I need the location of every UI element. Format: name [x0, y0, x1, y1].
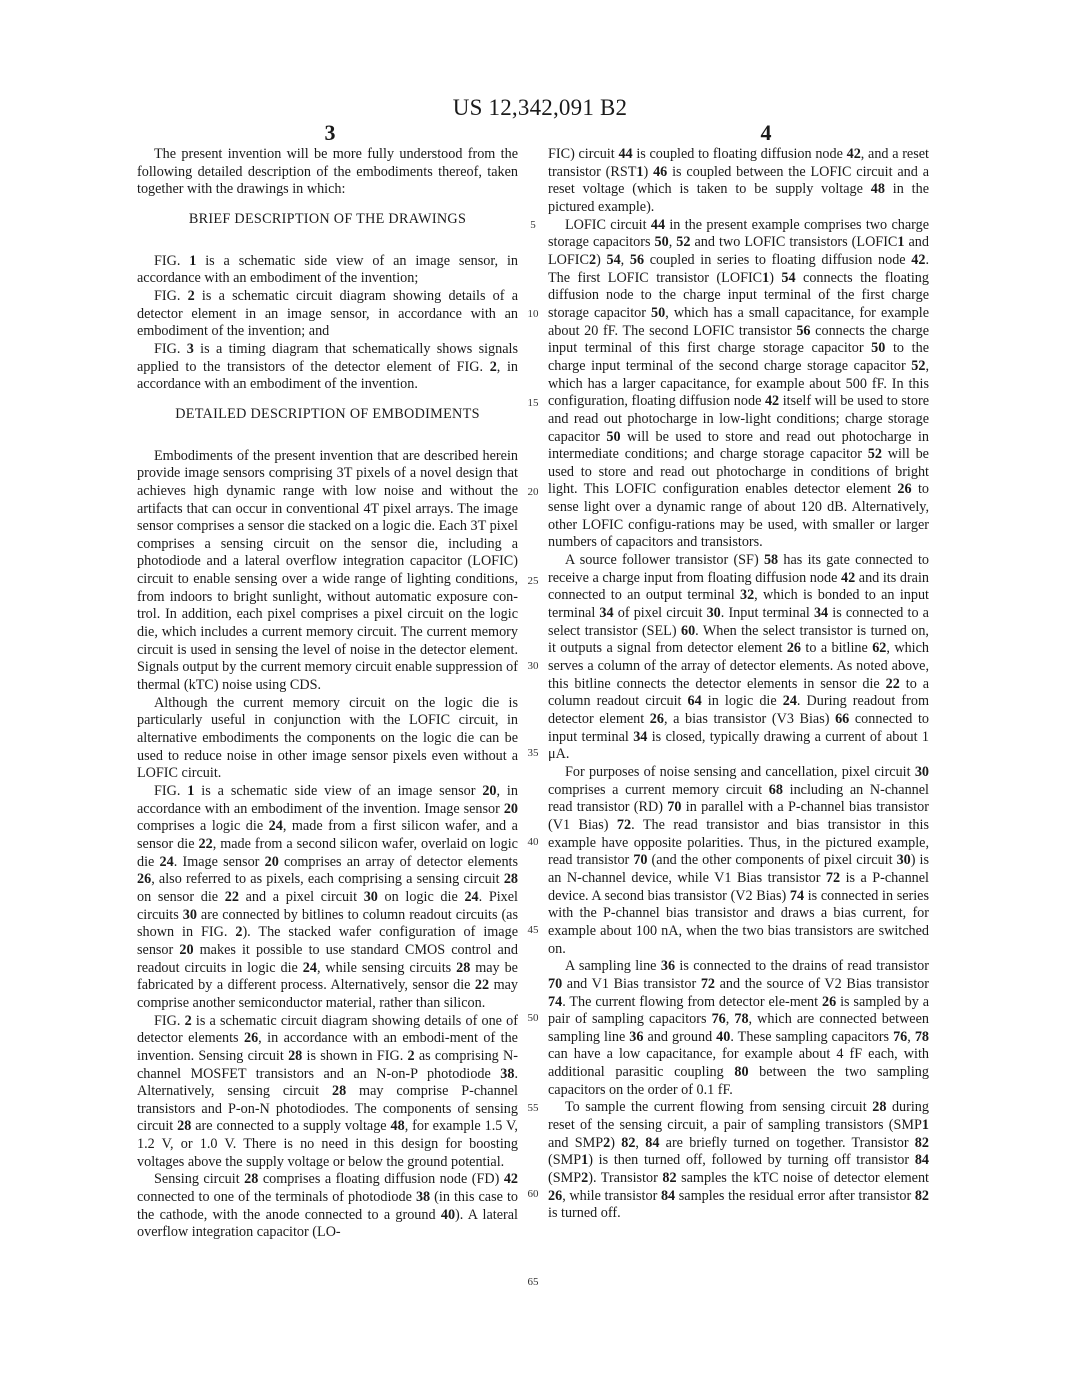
text-run: , in accordance with an embodi-ment of the invention. Sensing circuit — [137, 1030, 518, 1064]
embodiments-paragraph: Embodiments of the present invention that are described herein provide image sensors comprising 3T pixels of a novel design that achieves high dynamic range with low noise and without the artifacts that can occur in conventional 4T pixel arrays. The image sensor comprises a sensor die stacked on a logic die. Each 3T pixel comprises a sensing circuit on the sensor die, including a photodiode and a lateral overflow integration capacitor (LOFIC) circuit to enable sensing over a wide range of lighting conditions, from indoors to bright sunlight, without automatic exposure con-trol. In addition, each pixel comprises a pixel circuit on the logic die, which includes a current memory circuit. The current memory circuit is used in sensing the level of noise in the detector element. Signals output by the current memory circuit enable suppression of thermal (kTC) noise using CDS. — [137, 447, 519, 694]
text-run: may comprise P-channel transistors and P-on-N photodiodes. The components of sensing circuit — [137, 1083, 518, 1135]
reference-numeral: 80 — [734, 1064, 749, 1081]
text-run: . Alternatively, sensing circuit — [137, 1065, 518, 1100]
text-run: on sensor die — [137, 888, 225, 905]
text-run: and SMP — [548, 1134, 604, 1151]
text-run: itself will be used to store and read out photocharge in low-light conditions; charge storage capacitor — [548, 393, 929, 445]
column-number-right: 4 — [760, 120, 772, 145]
reference-numeral: 1 — [636, 163, 644, 180]
reference-numeral: 60 — [680, 622, 696, 639]
text-run: . Input terminal — [720, 605, 814, 622]
reference-numeral: 72 — [700, 975, 715, 992]
text-run: in parallel with a P-channel bias transistor (V1 Bias) — [548, 799, 929, 833]
text-run: FIC) circuit — [548, 146, 619, 162]
reference-numeral: 26 — [548, 1187, 563, 1204]
line-number: 15 — [527, 397, 539, 409]
reference-numeral: 54 — [781, 269, 796, 286]
text-run: LOFIC circuit — [565, 216, 651, 233]
reference-numeral: 50 — [606, 428, 621, 445]
reference-numeral: 42 — [503, 1171, 518, 1188]
text-run: FIG. — [154, 252, 190, 269]
reference-numeral: 64 — [687, 693, 702, 710]
text-run: A sampling line — [565, 958, 661, 975]
reference-numeral: 2 — [235, 924, 243, 941]
reference-numeral: 42 — [840, 569, 856, 586]
reference-numeral: 30 — [706, 605, 721, 622]
text-run: ) — [596, 251, 607, 268]
text-run: samples the kTC noise of detector element — [676, 1170, 929, 1187]
text-run: is a schematic side view of an image sensor — [194, 783, 483, 799]
text-run: , — [620, 251, 630, 268]
reference-numeral: 84 — [914, 1152, 929, 1169]
text-run: including an N-channel read transistor (RD) — [548, 781, 929, 816]
patent-number: US 12,342,091 B2 — [452, 95, 628, 120]
text-run: , — [907, 1028, 915, 1045]
text-run: , which serves a column of the array of detector elements. As noted above, this bitline connects the detector elements in sensor die — [548, 640, 929, 692]
text-run: . The read transistor and bias transistor in this example have opposite polarities. Thus, in the pictured example, read transistor — [548, 816, 929, 869]
text-run: has its gate connected to receive a charge input from floating diffusion node — [548, 552, 929, 586]
text-run: and two LOFIC transistors (LOFIC — [690, 234, 898, 251]
reference-numeral: 20 — [264, 853, 279, 870]
text-run: in logic die — [701, 693, 783, 710]
text-run: ) is an N-channel device, while V1 Bias transistor — [548, 852, 930, 886]
text-run: ) is then turned off, followed by turning off transistor — [588, 1152, 915, 1169]
line-number: 25 — [527, 575, 539, 587]
text-run: is closed, typically drawing a current of about 1 μA. — [548, 728, 929, 763]
text-run: ) — [643, 163, 654, 180]
reference-numeral: 1 — [581, 1152, 589, 1169]
reference-numeral: 66 — [835, 711, 850, 727]
reference-numeral: 30 — [363, 888, 378, 905]
reference-numeral: 24 — [159, 853, 174, 870]
reference-numeral: 26 — [649, 711, 664, 727]
reference-numeral: 28 — [456, 959, 471, 976]
text-run: of pixel circuit — [613, 605, 707, 622]
reference-numeral: 74 — [789, 887, 805, 904]
text-run: . During readout from detector element — [548, 693, 929, 727]
reference-numeral: 76 — [893, 1028, 908, 1045]
line-number: 40 — [527, 836, 539, 848]
reference-numeral: 56 — [629, 251, 645, 268]
text-run: in the present example comprises two charge storage capacitors — [548, 216, 929, 251]
reference-numeral: 52 — [676, 234, 691, 251]
text-run: between the two sampling capacitors on the order of 0.1 fF. — [548, 1064, 929, 1098]
reference-numeral: 44 — [618, 146, 633, 162]
text-run: during reset of the sensing circuit, a pair of sampling transistors (SMP — [548, 1099, 929, 1134]
text-run: comprises an array of detector elements — [278, 853, 519, 870]
line-number: 35 — [527, 747, 539, 759]
text-run: (and the other components of pixel circuit — [647, 852, 897, 869]
reference-numeral: 3 — [186, 340, 194, 357]
reference-numeral: 28 — [288, 1047, 303, 1064]
reference-numeral: 70 — [667, 799, 682, 816]
text-run: , — [635, 1134, 646, 1151]
reference-numeral: 2 — [603, 1134, 611, 1151]
reference-numeral: 22 — [198, 835, 213, 852]
text-run: , in accordance with an embodiment of the invention. — [137, 358, 518, 393]
noise-sensing-paragraph — [548, 764, 929, 958]
reference-numeral: 62 — [872, 640, 887, 657]
reference-numeral: 52 — [867, 446, 882, 463]
reference-numeral: 40 — [716, 1028, 731, 1045]
text-run: , which are connected between sampling line — [548, 1011, 930, 1045]
reference-numeral: 22 — [885, 675, 900, 692]
fig3-brief — [137, 341, 518, 394]
reference-numeral: 30 — [896, 852, 911, 869]
text-run: in the pictured example). — [548, 181, 929, 215]
reference-numeral: 26 — [786, 640, 801, 657]
text-run: ). Transistor — [588, 1170, 663, 1187]
reference-numeral: 48 — [870, 181, 885, 198]
reference-numeral: 32 — [739, 587, 755, 604]
text-run: is a P-channel device. A second bias transistor (V2 Bias) — [548, 869, 929, 904]
text-run: . The current flowing from detector ele-ment — [562, 993, 822, 1010]
detailed-description-heading: DETAILED DESCRIPTION OF EMBODIMENTS — [175, 405, 480, 422]
reference-numeral: 54 — [606, 251, 621, 268]
although-paragraph: Although the current memory circuit on the logic die is particularly useful in conjunction with the LOFIC circuit, in alternative embodiments the components on the logic die can be used to reduce noise in other image sensor pixels even without a LOFIC circuit. — [137, 694, 518, 782]
text-run: connects the floating diffusion node to the charge input terminal of the first charge storage capacitor — [548, 269, 929, 321]
text-run: is a timing diagram that schematically shows signals applied to the transistors of the detector element of FIG. — [137, 340, 518, 375]
reference-numeral: 52 — [911, 357, 926, 374]
reference-numeral: 50 — [651, 304, 666, 321]
reference-numeral: 74 — [548, 993, 563, 1010]
text-run: , made from a second silicon wafer, overlaid on logic die — [137, 835, 518, 870]
text-run: is connected in series with the P-channel bias transistor and draws a bias current, for example about 100 nA, when the two bias transistors are switched on. — [548, 887, 929, 957]
reference-numeral: 42 — [846, 146, 861, 162]
reference-numeral: 68 — [768, 781, 783, 798]
continued-paragraph — [548, 146, 929, 217]
text-run: may be fabricated by a different process. Alternatively, sensor die — [137, 959, 518, 994]
text-run: to a column readout circuit — [548, 675, 929, 710]
reference-numeral: 28 — [244, 1171, 259, 1188]
reference-numeral: 42 — [764, 393, 780, 410]
reference-numeral: 38 — [415, 1189, 431, 1206]
left-column — [137, 146, 518, 1242]
brief-description-heading: BRIEF DESCRIPTION OF THE DRAWINGS — [188, 210, 467, 227]
text-run: will be used to store and read out photocharge in conditions of bright light. This LOFIC configuration enables detector element — [548, 446, 929, 498]
line-number: 55 — [527, 1102, 539, 1114]
reference-numeral: 24 — [302, 959, 317, 976]
text-run: as comprising N-channel MOSFET transistors and an N-on-P photodiode — [137, 1047, 518, 1082]
text-run: FIG. — [154, 287, 188, 304]
text-run: and LOFIC — [548, 234, 929, 268]
text-run: , while transistor — [562, 1187, 661, 1204]
text-run: . Image sensor — [173, 853, 265, 870]
text-run: . When the select transistor is turned on, it outputs a signal from detector element — [548, 622, 929, 657]
reference-numeral: 36 — [629, 1028, 644, 1045]
right-column — [548, 146, 929, 1223]
reference-numeral: 20 — [503, 800, 518, 817]
intro-paragraph: The present invention will be more fully understood from the following detailed description of the embodiments thereof, taken together with the drawings in which: — [137, 146, 518, 198]
text-run: are briefly turned on together. Transistor — [659, 1134, 915, 1151]
reference-numeral: 22 — [474, 977, 490, 994]
text-run: , a bias transistor (V3 Bias) — [663, 711, 836, 727]
text-run: , for example 1.5 V, 1.2 V, or 1.0 V. There is no need in this design for boosting voltages above the supply voltage or below the ground potential. — [137, 1118, 518, 1170]
sampling-line-paragraph — [548, 958, 929, 1099]
text-run: FIG. — [154, 340, 187, 357]
reference-numeral: 70 — [548, 975, 563, 992]
text-run: connected to one of the terminals of photodiode — [137, 1189, 416, 1206]
reference-numeral: 2 — [184, 1012, 192, 1029]
reference-numeral: 2 — [489, 358, 497, 375]
text-run: and its drain connected to an output terminal — [548, 569, 929, 604]
reference-numeral: 1 — [921, 1117, 929, 1134]
reference-numeral: 46 — [653, 163, 668, 180]
text-run: For purposes of noise sensing and cancellation, pixel circuit — [565, 763, 915, 780]
reference-numeral: 20 — [179, 941, 194, 958]
reference-numeral: 2 — [407, 1047, 415, 1064]
text-run: is connected to a select transistor (SEL) — [548, 605, 929, 639]
text-run: (SMP — [548, 1152, 582, 1169]
fig2-detail-paragraph — [137, 1013, 518, 1172]
reference-numeral: 1 — [189, 252, 197, 269]
reference-numeral: 2 — [581, 1170, 589, 1187]
reference-numeral: 84 — [645, 1134, 660, 1151]
reference-numeral: 38 — [500, 1065, 515, 1082]
text-run: , also referred to as pixels, each comprising a sensing circuit — [151, 871, 504, 888]
reference-numeral: 30 — [914, 763, 929, 780]
line-number: 65 — [527, 1276, 539, 1288]
reference-numeral: 34 — [633, 728, 648, 745]
text-run: , — [668, 234, 677, 251]
text-run: ). A lateral overflow integration capacitor (LO- — [137, 1206, 518, 1241]
text-run: are connected by bitlines to column readout circuits (as shown in FIG. — [137, 906, 519, 941]
reference-numeral: 82 — [914, 1134, 929, 1151]
reference-numeral: 28 — [331, 1083, 347, 1100]
source-follower-paragraph — [548, 552, 929, 764]
reference-numeral: 48 — [390, 1118, 405, 1135]
reference-numeral: 1 — [762, 269, 770, 286]
text-run: FIG. — [154, 1012, 185, 1029]
line-number: 45 — [527, 924, 539, 936]
line-number: 50 — [527, 1012, 539, 1024]
reference-numeral: 56 — [796, 322, 811, 339]
reference-numeral: 22 — [224, 888, 239, 905]
reference-numeral: 1 — [897, 234, 905, 251]
line-number: 5 — [530, 219, 536, 231]
text-run: connected to input terminal — [548, 711, 930, 745]
text-run: , which has a small capacitance, for example about 20 fF. The second LOFIC transistor — [548, 304, 929, 339]
reference-numeral: 24 — [268, 818, 283, 835]
text-run: ) — [769, 269, 782, 286]
reference-numeral: 26 — [243, 1030, 259, 1047]
text-run: makes it possible to use standard CMOS control and readout circuits in logic die — [137, 941, 518, 976]
text-run: to the charge input terminal of the second charge storage capacitor — [548, 340, 929, 374]
sample-current-paragraph — [548, 1099, 929, 1223]
reference-numeral: 28 — [872, 1099, 887, 1116]
reference-numeral: 42 — [911, 251, 926, 268]
reference-numeral: 36 — [660, 958, 676, 975]
text-run: to a bitline — [801, 640, 873, 657]
text-run: , which has a larger capacitance, for example about 500 fF. In this configuration, floating diffusion node — [548, 357, 929, 410]
sensing-circuit-paragraph — [137, 1171, 518, 1242]
reference-numeral: 84 — [660, 1187, 676, 1204]
text-run: and V1 Bias transistor — [562, 975, 701, 992]
reference-numeral: 82 — [662, 1170, 677, 1187]
text-run: , made from a first silicon wafer, and a sensor die — [137, 818, 518, 852]
reference-numeral: 78 — [734, 1011, 749, 1028]
reference-numeral: 24 — [782, 693, 797, 710]
text-run: samples the residual error after transistor — [675, 1187, 915, 1204]
text-run: is a schematic side view of an image sensor, in accordance with an embodiment of the invention; — [137, 252, 518, 287]
reference-numeral: 34 — [599, 605, 614, 622]
text-run: will be used to store and read out photocharge in intermediate conditions; and charge storage capacitor — [548, 428, 929, 463]
reference-numeral: 24 — [464, 888, 479, 905]
fig2-brief — [137, 288, 518, 341]
reference-numeral: 26 — [897, 481, 912, 498]
reference-numeral: 34 — [813, 605, 829, 622]
text-run: is coupled to floating diffusion node — [632, 146, 847, 162]
reference-numeral: 30 — [182, 906, 197, 923]
text-run: , which is bonded to an input terminal — [548, 587, 929, 622]
text-run: . These sampling capacitors — [730, 1028, 894, 1045]
text-run: ). The stacked wafer configuration of image sensor — [137, 924, 518, 958]
line-number: 30 — [527, 660, 539, 672]
text-run: To sample the current flowing from sensing circuit — [565, 1099, 873, 1116]
text-run: is coupled between the LOFIC circuit and a reset voltage (which is taken to be supply voltage — [548, 163, 930, 198]
text-run: Sensing circuit — [154, 1171, 245, 1188]
reference-numeral: 76 — [711, 1011, 726, 1028]
text-run: coupled in series to floating diffusion node — [644, 251, 912, 268]
text-run: FIG. — [154, 783, 188, 799]
text-run: comprises a floating diffusion node (FD) — [258, 1171, 504, 1188]
reference-numeral: 78 — [914, 1028, 929, 1045]
text-run: can have a low capacitance, for example about 4 fF each, with additional parasitic coupling — [548, 1046, 929, 1081]
reference-numeral: 50 — [654, 234, 669, 251]
text-run: A source follower transistor (SF) — [565, 552, 764, 569]
reference-numeral: 1 — [187, 783, 195, 799]
text-run: . The first LOFIC transistor (LOFIC — [548, 251, 929, 286]
text-run: is sampled by a pair of sampling capacitors — [548, 993, 929, 1028]
text-run: on logic die — [377, 888, 465, 905]
text-run: to sense light over a dynamic range of about 120 dB. Alternatively, other LOFIC configu-rations may be used, with smaller or larger numbers of capacitors and transistors. — [548, 481, 929, 551]
reference-numeral: 58 — [763, 552, 779, 569]
reference-numeral: 72 — [616, 816, 632, 833]
reference-numeral: 2 — [589, 251, 597, 268]
text-run: comprises a logic die — [137, 818, 269, 835]
reference-numeral: 40 — [440, 1206, 456, 1223]
text-run: is a schematic circuit diagram showing details of a detector element in an image sensor, in accordance with an embodiment of the invention; and — [137, 287, 518, 340]
line-number: 20 — [527, 486, 539, 498]
text-run: may comprise another semiconductor material, rather than silicon. — [137, 977, 518, 1011]
reference-numeral: 28 — [503, 871, 518, 888]
reference-numeral: 26 — [822, 993, 837, 1010]
text-run: , and a reset transistor (RST — [548, 146, 929, 180]
reference-numeral: 50 — [871, 340, 886, 357]
text-run: (SMP — [548, 1170, 582, 1187]
line-number: 10 — [527, 308, 539, 320]
text-run: comprises a current memory circuit — [548, 781, 769, 798]
line-number: 60 — [527, 1188, 539, 1200]
text-run: , in accordance with an embodiment of the invention. Image sensor — [137, 783, 518, 817]
reference-numeral: 20 — [482, 783, 497, 799]
lofic-paragraph — [548, 217, 929, 552]
reference-numeral: 26 — [137, 871, 152, 888]
text-run: is turned off. — [548, 1205, 621, 1222]
text-run: ) — [610, 1134, 622, 1151]
text-run: and the source of V2 Bias transistor — [715, 975, 929, 992]
text-run: and a pixel circuit — [238, 888, 364, 905]
text-run: is a schematic circuit diagram showing details of one of detector elements — [137, 1012, 518, 1047]
reference-numeral: 44 — [650, 216, 666, 233]
reference-numeral: 82 — [621, 1134, 636, 1151]
reference-numeral: 82 — [914, 1187, 929, 1204]
reference-numeral: 28 — [177, 1118, 192, 1135]
text-run: (in this case to the cathode, with the anode connected to a ground — [137, 1189, 518, 1223]
reference-numeral: 72 — [825, 869, 841, 886]
text-run: is connected to the drains of read transistor — [675, 958, 929, 975]
reference-numeral: 2 — [187, 287, 195, 304]
column-number-left: 3 — [324, 120, 336, 145]
text-run: is shown in FIG. — [302, 1047, 408, 1064]
reference-numeral: 70 — [633, 852, 648, 869]
fig1-detail-paragraph — [137, 783, 518, 1013]
text-run: , — [725, 1011, 735, 1028]
text-run: and ground — [643, 1028, 717, 1045]
fig1-brief — [137, 253, 518, 288]
text-run: connects the charge input terminal of this first charge storage capacitor — [548, 322, 929, 357]
text-run: , while sensing circuits — [316, 959, 457, 976]
text-run: . Pixel circuits — [137, 888, 519, 923]
text-run: are connected to a supply voltage — [191, 1118, 391, 1135]
